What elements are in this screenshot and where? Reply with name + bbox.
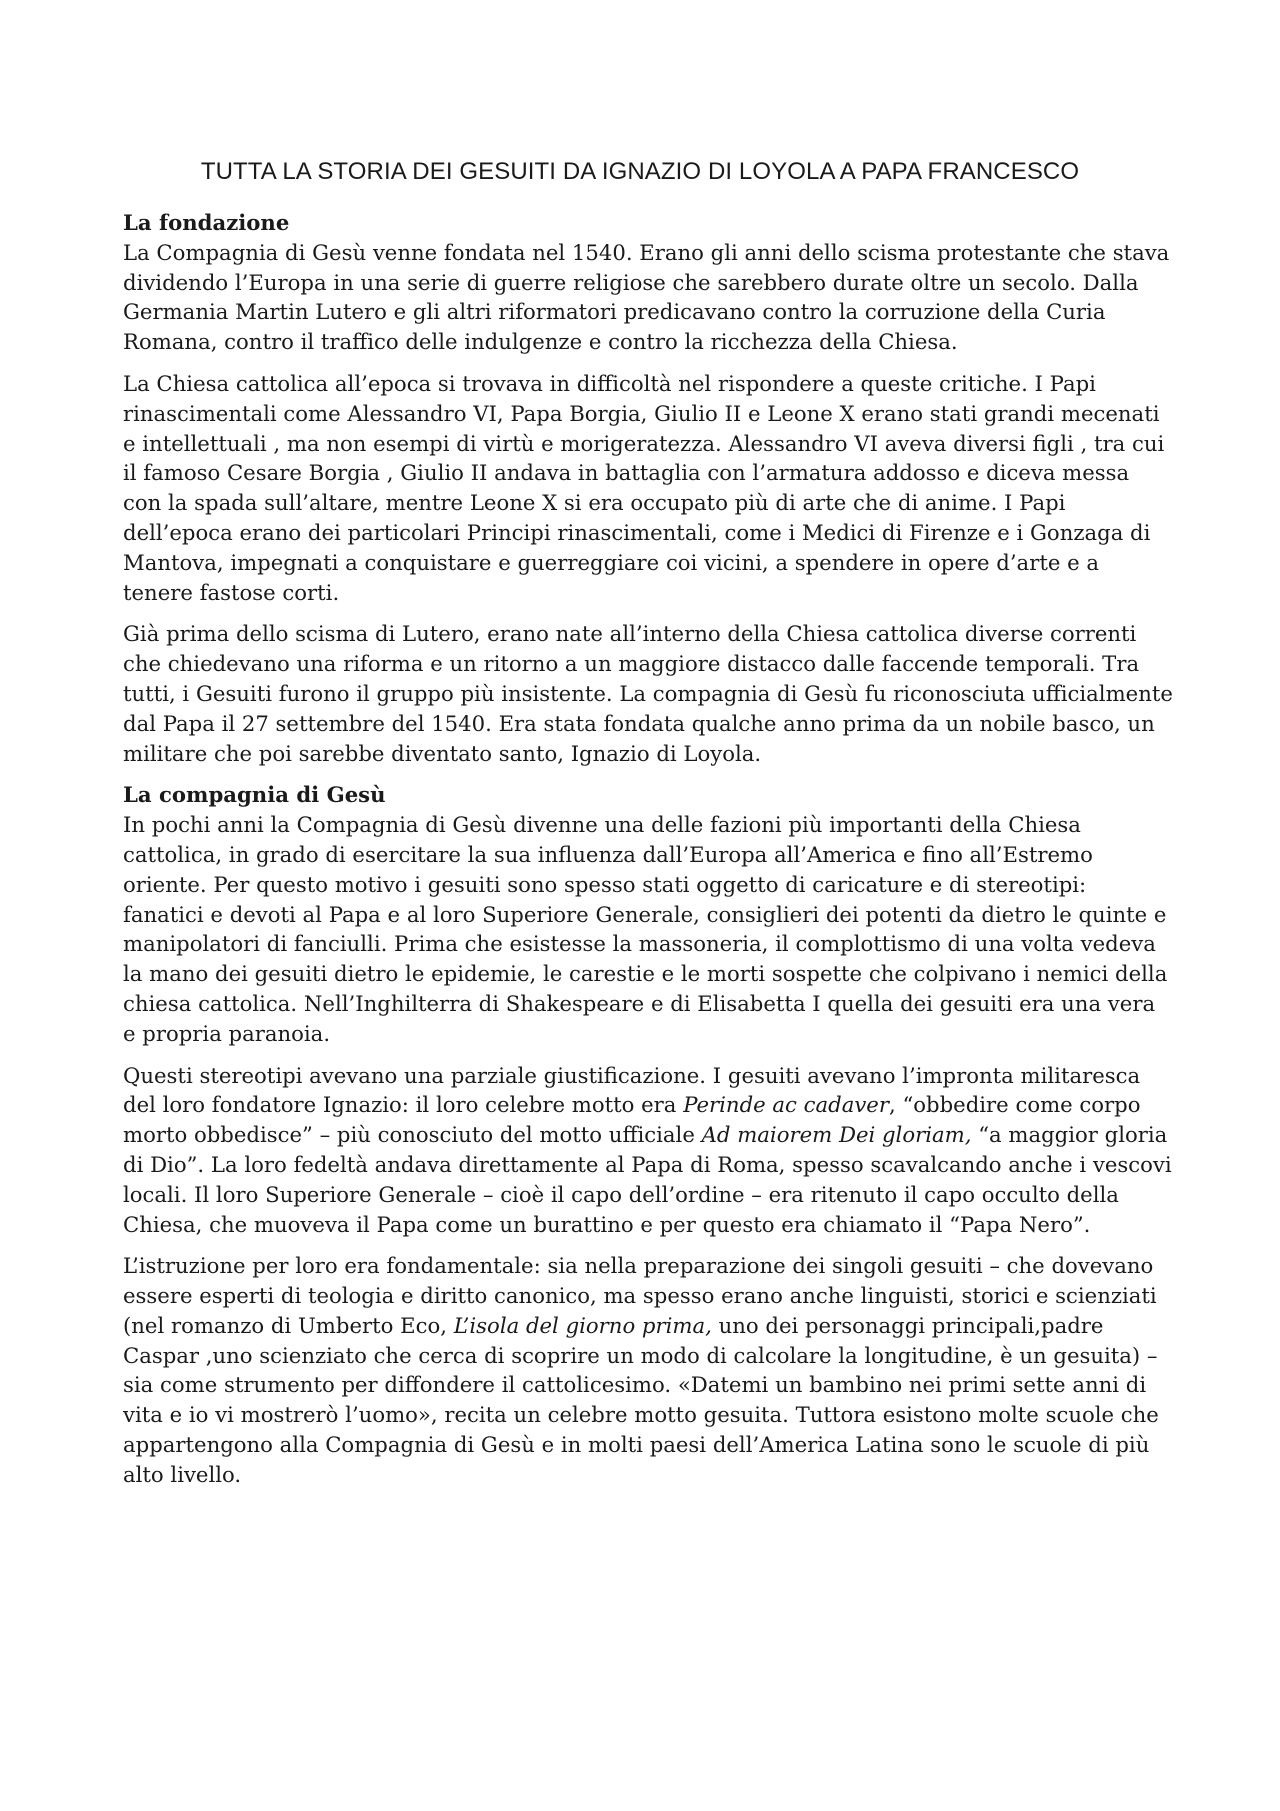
paragraph-text: “a maggior gloria di Dio”. La loro fedeltà andava direttamente al Papa di Roma, spesso scavalcando anche i vescovi locali. Il loro Superiore Generale – cioè il capo dell’ordine – era ritenuto il capo occulto della Chiesa, che muoveva il Papa come un burattino e per questo era chiamato il “Papa Nero”. (123, 1122, 1172, 1237)
paragraph: La Compagnia di Gesù venne fondata nel 1540. Erano gli anni dello scisma protestante che stava dividendo l’Europa in una serie di guerre religiose che sarebbero durate oltre un secolo. Dalla Germania Martin Lutero e gli altri riformatori predicavano contro la corruzione della Curia Romana, contro il traffico delle indulgenze e contro la ricchezza della Chiesa. (123, 239, 1170, 355)
paragraph: La Chiesa cattolica all’epoca si trovava in difficoltà nel rispondere a queste critiche. I Papi rinascimentali come Alessandro VI, Papa Borgia, Giulio II e Leone X erano stati grandi mecenati e intellettuali , ma non esempi di virtù e morigeratezza. Alessandro VI aveva diversi figli , tra cui il famoso Cesare Borgia , Giulio II andava in battaglia con l’armatura addosso e diceva messa con la spada sull’altare, mentre Leone X si era occupato più di arte che di anime. I Papi dell’epoca erano dei particolari Principi rinascimentali, come i Medici di Firenze e i Gonzaga di Mantova, impegnati a conquistare e guerreggiare coi vicini, a spendere in opere d’arte e a tenere fastose corti. (123, 370, 1165, 605)
paragraph-text: uno dei personaggi principali,padre Caspar ,uno scienziato che cerca di scoprire un modo di calcolare la longitudine, è un gesuita) – sia come strumento per diffondere il cattolicesimo. «Datemi un bambino nei primi sette anni di vita e io vi mostrerò l’uomo», recita un celebre motto gesuita. Tuttora esistono molte scuole che appartengono alla Compagnia di Gesù e in molti paesi dell’America Latina sono le scuole di più alto livello. (123, 1312, 1159, 1487)
section-fondazione (123, 208, 1173, 768)
italic-motto: Perinde ac cadaver (683, 1092, 889, 1118)
italic-book-title: L’isola del giorno prima, (453, 1312, 712, 1338)
paragraph-text: , “obbedire come corpo morto obbedisce” – più conosciuto del motto ufficiale (123, 1092, 1141, 1148)
section-compagnia (123, 780, 1173, 1489)
section-heading: La compagnia di Gesù (123, 782, 386, 808)
paragraph: In pochi anni la Compagnia di Gesù divenne una delle fazioni più importanti della Chiesa cattolica, in grado di esercitare la sua influenza dall’Europa all’America e fino all’Estremo oriente. Per questo motivo i gesuiti sono spesso stati oggetto di caricature e di stereotipi: fanatici e devoti al Papa e al loro Superiore Generale, consiglieri dei potenti da dietro le quinte e manipolatori di fanciulli. Prima che esistesse la massoneria, il complottismo di una volta vedeva la mano dei gesuiti dietro le epidemie, le carestie e le morti sospette che colpivano i nemici della chiesa cattolica. Nell’Inghilterra di Shakespeare e di Elisabetta I quella dei gesuiti era una vera e propria paranoia. (123, 812, 1168, 1046)
paragraph: Già prima dello scisma di Lutero, erano nate all’interno della Chiesa cattolica diverse correnti che chiedevano una riforma e un ritorno a un maggiore distacco dalle faccende temporali. Tra tutti, i Gesuiti furono il gruppo più insistente. La compagnia di Gesù fu riconosciuta ufficialmente dal Papa il 27 settembre del 1540. Era stata fondata qualche anno prima da un nobile basco, un militare che poi sarebbe diventato santo, Ignazio di Loyola. (123, 621, 1173, 766)
paragraph-text: Questi stereotipi avevano una parziale giustificazione. I gesuiti avevano l’impronta militaresca del loro fondatore Ignazio: il loro celebre motto era (123, 1062, 1141, 1118)
paragraph (123, 1061, 1173, 1240)
section-heading: La fondazione (123, 210, 290, 235)
paragraph-text: L’istruzione per loro era fondamentale: sia nella preparazione dei singoli gesuiti – che dovevano essere esperti di teologia e diritto canonico, ma spesso erano anche linguisti, storici e scienziati (nel romanzo di Umberto Eco, (123, 1253, 1157, 1338)
document-body (123, 208, 1173, 1502)
italic-motto: Ad maiorem Dei gloriam, (701, 1122, 972, 1148)
paragraph (123, 1251, 1173, 1489)
document-title: TUTTA LA STORIA DEI GESUITI DA IGNAZIO DI LOYOLA A PAPA FRANCESCO (200, 158, 1080, 185)
